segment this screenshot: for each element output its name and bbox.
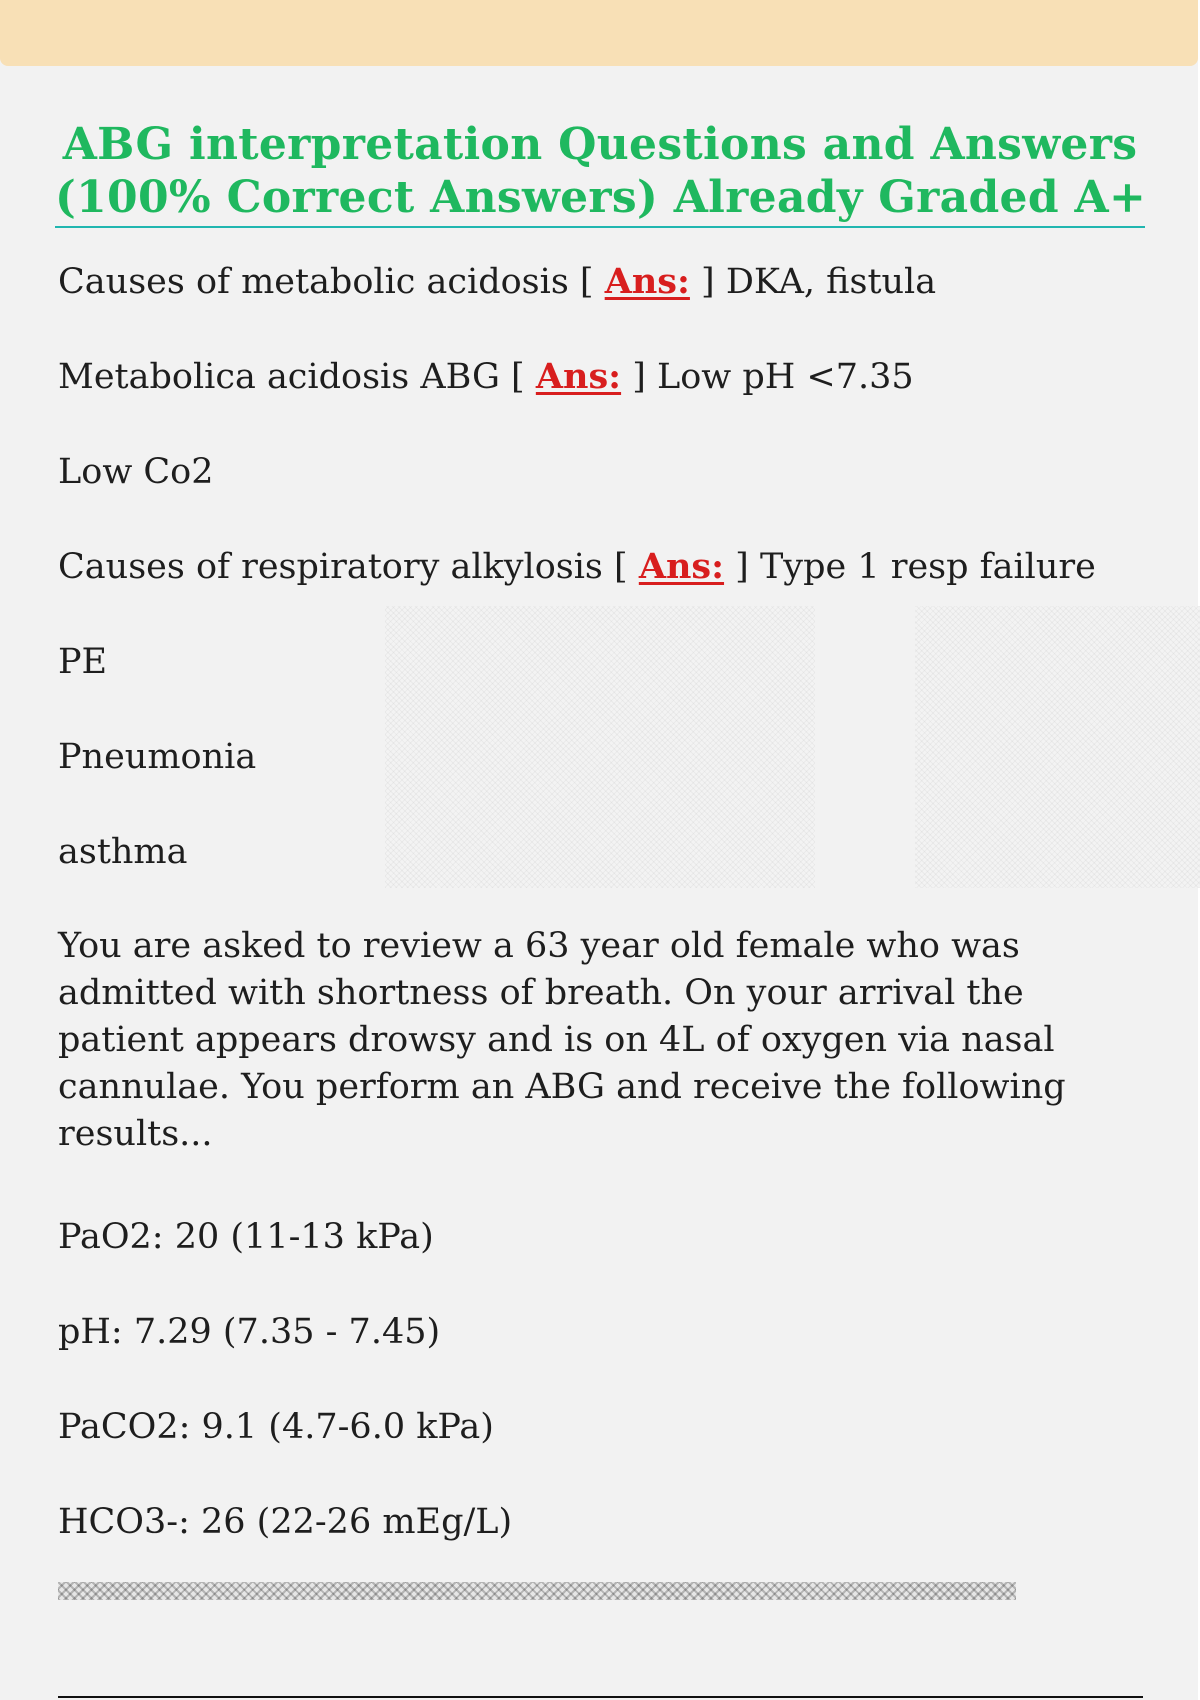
- title-line-2: (100% Correct Answers) Already Graded A+: [55, 172, 1147, 223]
- result-line: PaCO2: 9.1 (4.7-6.0 kPa): [58, 1407, 494, 1447]
- qa-item: [58, 258, 1158, 306]
- footer-divider: [58, 1696, 1143, 1698]
- qa-item: [58, 543, 1158, 591]
- answer-line: PE: [58, 642, 108, 682]
- title-line-1: ABG interpretation Questions and Answers: [62, 119, 1138, 170]
- top-banner: [0, 0, 1198, 66]
- document-body: [58, 258, 1158, 1593]
- answer-line: Pneumonia: [58, 737, 257, 777]
- answer-label: Ans:: [535, 356, 622, 397]
- page-title: [55, 118, 1145, 228]
- answer-line: asthma: [58, 832, 188, 872]
- result-line: pH: 7.29 (7.35 - 7.45): [58, 1312, 441, 1352]
- qa-item: [58, 353, 1158, 401]
- answer-text: ] DKA, fistula: [689, 262, 937, 302]
- redacted-strip: [58, 1582, 1016, 1600]
- case-paragraph: You are asked to review a 63 year old female who was admitted with shortness of breath. On your arrival the patient appears drowsy and is on 4L of oxygen via nasal cannulae. You perform an ABG and receive the following results...: [58, 926, 1066, 1154]
- answer-text: ] Type 1 resp failure: [724, 547, 1096, 587]
- question-text: Causes of metabolic acidosis [: [58, 262, 605, 302]
- result-line: PaO2: 20 (11-13 kPa): [58, 1217, 434, 1257]
- question-text: Causes of respiratory alkylosis [: [58, 547, 639, 587]
- result-line: HCO3-: 26 (22-26 mEg/L): [58, 1502, 513, 1542]
- question-text: Metabolica acidosis ABG [: [58, 357, 536, 397]
- answer-label: Ans:: [604, 261, 690, 302]
- answer-line: Low Co2: [58, 452, 214, 492]
- answer-text: ] Low pH <7.35: [621, 357, 914, 397]
- answer-label: Ans:: [638, 546, 725, 587]
